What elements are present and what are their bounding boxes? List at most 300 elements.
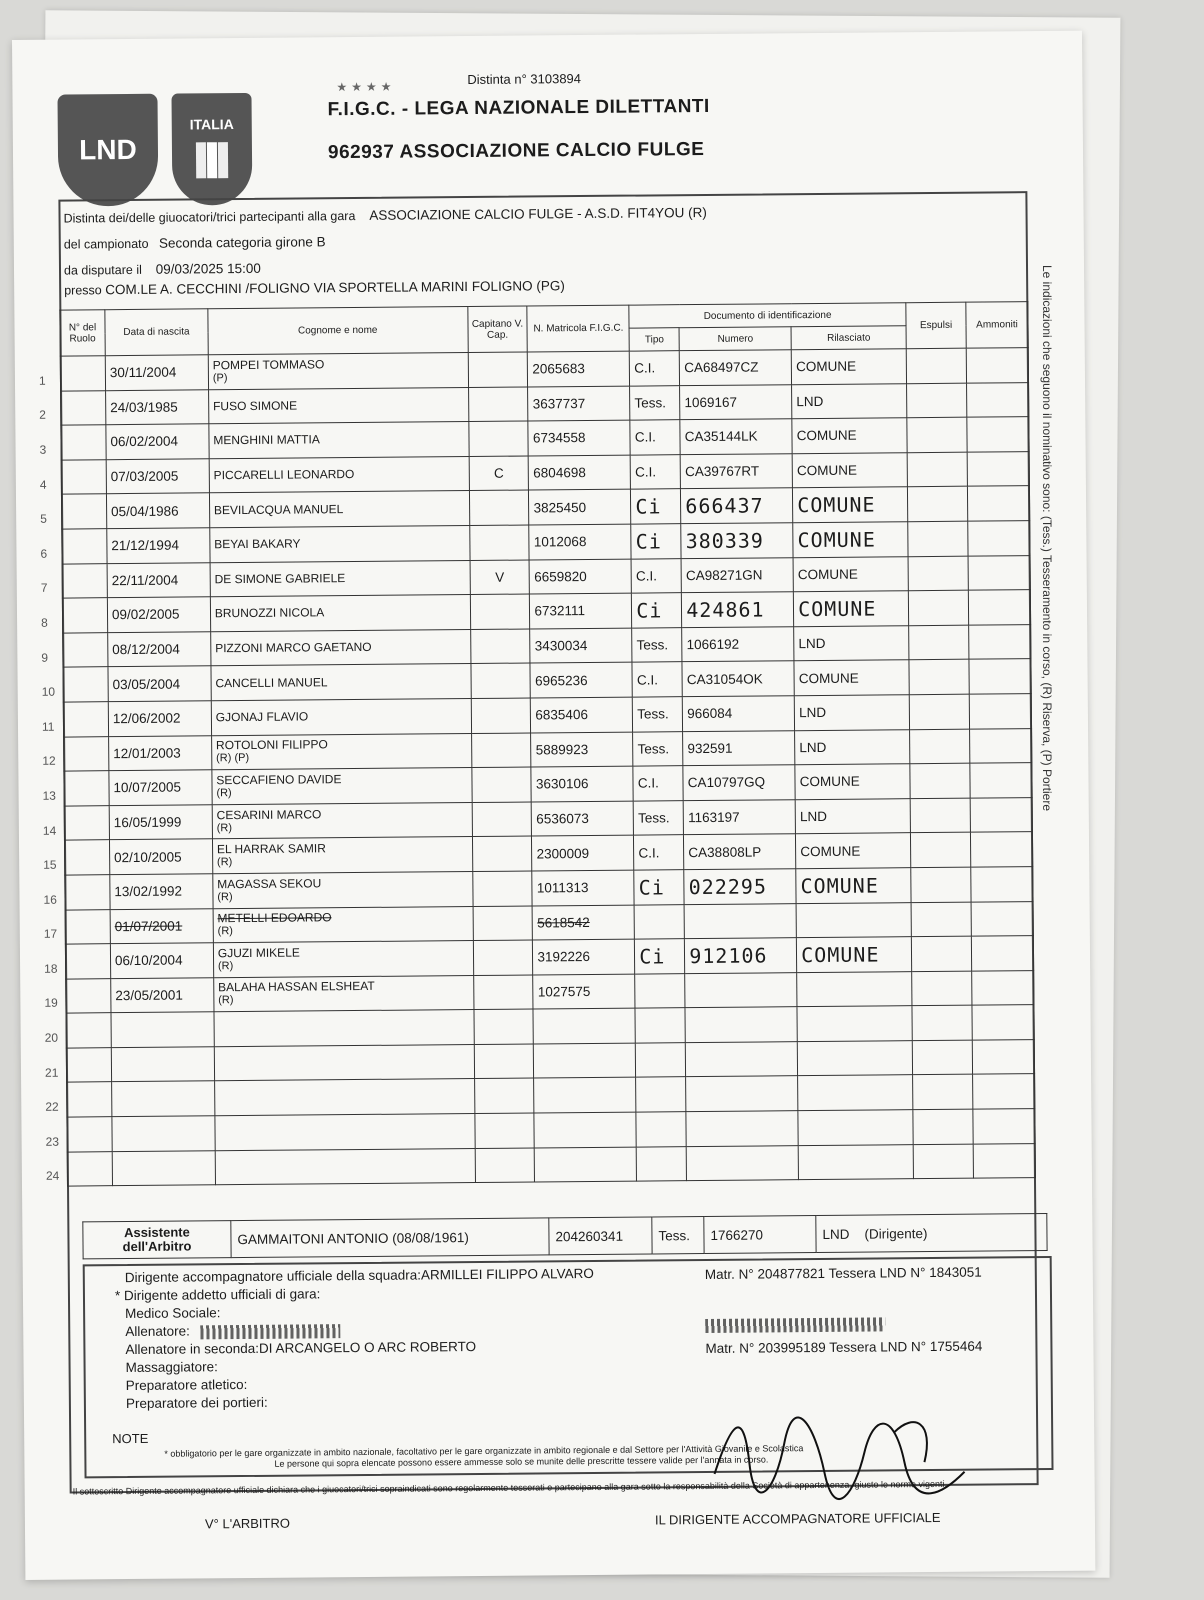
cell-rilasciato: COMUNE [792, 452, 907, 488]
cell-numero [686, 1076, 798, 1112]
cell-nascita: 01/07/2001 [110, 908, 213, 943]
dirigente-sign: IL DIRIGENTE ACCOMPAGNATORE UFFICIALE [654, 1509, 941, 1528]
row-number: 4 [39, 477, 47, 492]
row-number: 18 [44, 961, 58, 976]
match-info [63, 200, 707, 304]
cell-ruolo [45, 1082, 112, 1117]
cell-matricola [535, 1147, 637, 1182]
cell-nascita: 03/05/2004 [108, 666, 211, 701]
cell-rilasciato: LND [794, 625, 909, 661]
note-label: NOTE [112, 1430, 149, 1447]
cell-rilasciato: COMUNE [796, 868, 911, 904]
cell-tipo: Tess. [633, 697, 683, 732]
cell-numero: CA68497CZ [680, 350, 792, 386]
cell-nome [211, 698, 471, 735]
cell-numero: 932591 [683, 730, 795, 766]
cell-tipo: C.I. [631, 558, 681, 593]
cell-tipo: Tess. [633, 800, 683, 835]
assistant-numero: 1766270 [704, 1216, 816, 1254]
cell-tipo: C.I. [633, 766, 683, 801]
cell-espulsi [911, 832, 971, 867]
cell-matricola: 6659820 [530, 559, 632, 594]
cell-rilasciato: COMUNE [795, 764, 910, 800]
cell-matricola: 1027575 [533, 974, 635, 1009]
cell-nascita: 13/02/1992 [110, 874, 213, 909]
cell-capitano [474, 1078, 534, 1113]
cell-matricola: 3430034 [530, 628, 632, 663]
cell-nome [210, 525, 470, 562]
row-number: 2 [39, 408, 47, 423]
logos [57, 79, 396, 207]
fine-print-2: Le persone qui sopra elencate possono essere ammesse solo se munite delle prescritte tessere valide per l'annata in corso. [274, 1454, 769, 1469]
cell-matricola [534, 1078, 636, 1113]
cell-ammoniti [970, 832, 1032, 867]
player-name: CESARINI MARCO [216, 806, 322, 822]
assistant-label: Assistente dell'Arbitro [83, 1221, 231, 1259]
cell-tipo [635, 1008, 685, 1043]
header-espulsi: Espulsi [906, 302, 966, 349]
cell-tipo: C.I. [630, 420, 680, 455]
cell-capitano: C [469, 456, 529, 491]
cell-numero [685, 1007, 797, 1043]
cell-rilasciato [798, 1144, 913, 1180]
campionato-label: del campionato [63, 236, 149, 252]
player-name: MENGHINI MATTIA [213, 432, 320, 448]
data-label: da disputare il [63, 262, 142, 278]
player-name: GJONAJ FLAVIO [215, 709, 309, 725]
cell-tipo [636, 1043, 686, 1078]
cell-ruolo [39, 459, 106, 494]
cell-nascita: 23/05/2001 [111, 977, 214, 1012]
cell-nascita: 21/12/1994 [107, 528, 210, 563]
cell-nascita: 16/05/1999 [109, 805, 212, 840]
cell-nascita: 24/03/1985 [105, 389, 208, 424]
cell-tipo: Ci [632, 593, 682, 628]
cell-matricola [533, 1008, 635, 1043]
row-number: 10 [41, 684, 56, 699]
cell-numero: 380339 [681, 523, 793, 559]
cell-espulsi [912, 1005, 972, 1040]
header-nascita: Data di nascita [105, 309, 208, 356]
cell-matricola: 6804698 [529, 455, 631, 490]
cell-ruolo [42, 736, 109, 771]
cell-numero: 912106 [685, 938, 797, 974]
cell-espulsi [913, 1109, 973, 1144]
cell-nome [211, 733, 471, 770]
medico: Medico Sociale: [125, 1305, 221, 1322]
cell-nome [210, 560, 470, 597]
cell-nome [215, 1148, 475, 1185]
cell-capitano [475, 1148, 535, 1183]
cell-ruolo [44, 944, 110, 979]
cell-nascita: 06/10/2004 [110, 943, 213, 978]
cell-tipo: Ci [635, 939, 685, 974]
cell-ammoniti [972, 1039, 1034, 1074]
cell-matricola: 6835406 [531, 697, 633, 732]
cell-capitano [474, 1113, 534, 1148]
cell-numero: 1066192 [682, 626, 794, 662]
cell-ammoniti [970, 728, 1032, 763]
cell-ruolo [43, 840, 109, 875]
cell-rilasciato: COMUNE [792, 418, 907, 454]
cell-espulsi [912, 1040, 972, 1075]
gara-label: Distinta dei/delle giuocatori/trici partecipanti alla gara [63, 209, 356, 226]
player-name: PIZZONI MARCO GAETANO [215, 639, 372, 656]
cell-rilasciato: LND [795, 729, 910, 765]
player-name: FUSO SIMONE [212, 398, 298, 414]
cell-espulsi [909, 660, 969, 695]
row-number: 13 [42, 788, 57, 803]
cell-ruolo [45, 1151, 112, 1186]
cell-ruolo [41, 702, 108, 737]
cell-rilasciato [798, 1110, 913, 1146]
header-nome: Cognome e nome [208, 307, 468, 355]
cell-capitano [470, 629, 530, 664]
allenatore: Allenatore: [125, 1323, 190, 1340]
cell-nome [208, 353, 468, 390]
cell-ammoniti [973, 1074, 1035, 1109]
allenatore-seconda: Allenatore in seconda:DI ARCANGELO O ARC ROBERTO [125, 1339, 477, 1358]
gara-value: ASSOCIAZIONE CALCIO FULGE - A.S.D. FIT4YOU (R) [369, 204, 707, 223]
assistant-tipo: Tess. [652, 1217, 704, 1254]
seconda-matr: Matr. N° 203995189 Tessera LND N° 1755464 [705, 1338, 983, 1356]
cell-espulsi [907, 383, 967, 418]
cell-ammoniti [969, 624, 1031, 659]
cell-nome [209, 491, 469, 528]
player-name: BALAHA HASSAN ELSHEAT [218, 979, 375, 995]
cell-ammoniti [966, 348, 1028, 383]
cell-nascita: 12/06/2002 [108, 701, 211, 736]
cell-nascita: 02/10/2005 [109, 839, 212, 874]
cell-ruolo [40, 529, 107, 564]
cell-ammoniti [967, 451, 1029, 486]
cell-ammoniti [971, 901, 1033, 936]
arbitro-sign: V° L'ARBITRO [204, 1515, 291, 1532]
cell-ammoniti [968, 555, 1030, 590]
cell-ammoniti [967, 417, 1029, 452]
cell-espulsi [911, 936, 971, 971]
cell-espulsi [910, 798, 970, 833]
cell-numero: 424861 [682, 592, 794, 628]
cell-matricola: 6965236 [530, 662, 632, 697]
cell-matricola: 6536073 [532, 801, 634, 836]
cell-nome [214, 1044, 474, 1081]
cell-numero: CA38808LP [684, 834, 796, 870]
cell-matricola: 3825450 [529, 489, 631, 524]
player-name: EL HARRAK SAMIR [216, 841, 326, 857]
row-number: 1 [38, 373, 46, 388]
cell-matricola: 6734558 [528, 420, 630, 455]
cell-nascita: 30/11/2004 [105, 355, 208, 390]
cell-matricola [534, 1112, 636, 1147]
assistant-rilasciato: LND (Dirigente) [816, 1214, 1047, 1253]
cell-matricola: 3637737 [528, 386, 630, 421]
player-name [219, 1096, 470, 1098]
player-name [218, 1027, 469, 1029]
player-name: BRUNOZZI NICOLA [214, 605, 325, 621]
cell-espulsi [910, 763, 970, 798]
cell-espulsi [908, 590, 968, 625]
header-numero: Numero [679, 327, 791, 351]
cell-tipo: C.I. [630, 351, 680, 386]
cell-espulsi [910, 729, 970, 764]
cell-rilasciato [797, 971, 912, 1007]
redacted-scribble-2 [705, 1317, 885, 1333]
cell-rilasciato [797, 1006, 912, 1042]
row-number: 5 [40, 511, 47, 526]
massaggiatore: Massaggiatore: [125, 1359, 218, 1376]
cell-capitano [473, 940, 533, 975]
cell-matricola: 1011313 [532, 870, 634, 905]
cell-capitano [471, 733, 531, 768]
cell-nascita [112, 1116, 215, 1151]
cell-matricola [534, 1043, 636, 1078]
cell-ammoniti [969, 694, 1031, 729]
cell-nome [211, 629, 471, 666]
player-note [218, 1027, 469, 1029]
cell-ammoniti [970, 763, 1032, 798]
cell-matricola: 6732111 [530, 593, 632, 628]
row-number: 8 [41, 615, 48, 630]
cell-tipo: Tess. [632, 627, 682, 662]
cell-rilasciato: COMUNE [796, 833, 911, 869]
cell-espulsi [907, 487, 967, 522]
player-note: (R) [216, 856, 233, 869]
cell-ruolo [38, 356, 105, 391]
player-name: MAGASSA SEKOU [217, 876, 322, 891]
cell-numero: 022295 [684, 869, 796, 905]
cell-espulsi [908, 521, 968, 556]
row-number: 6 [40, 546, 48, 561]
org-title: F.I.G.C. - LEGA NAZIONALE DILETTANTI [327, 95, 710, 121]
cell-numero [686, 1042, 798, 1078]
cell-ruolo [43, 875, 110, 910]
player-note: (R) [216, 787, 232, 800]
row-number: 24 [45, 1169, 60, 1184]
cell-numero [686, 1145, 798, 1181]
cell-tipo: Ci [631, 489, 681, 524]
cell-ammoniti [968, 521, 1030, 556]
cell-nome [213, 871, 473, 908]
cell-numero: 1163197 [683, 799, 795, 835]
row-number: 17 [43, 926, 58, 942]
player-name [219, 1062, 470, 1064]
row-number: 11 [41, 719, 55, 734]
cell-numero [686, 1111, 798, 1147]
cell-numero: 966084 [683, 696, 795, 732]
lnd-logo: LND [57, 94, 158, 207]
cell-numero: 666437 [681, 488, 793, 524]
cell-capitano [473, 1009, 533, 1044]
cell-espulsi [906, 348, 966, 383]
cell-espulsi [909, 625, 969, 660]
presso-value: COM.LE A. CECCHINI /FOLIGNO VIA SPORTELLA MARINI FOLIGNO (PG) [105, 278, 565, 298]
distinta-number: Distinta n° 3103894 [467, 71, 582, 88]
cell-nome [213, 941, 473, 978]
cell-nome [212, 837, 472, 874]
cell-numero [685, 972, 797, 1008]
player-name: GJUZI MIKELE [217, 945, 300, 961]
cell-capitano [468, 352, 528, 387]
accompagnatore-matr: Matr. N° 204877821 Tessera LND N° 1843051 [704, 1264, 982, 1283]
cell-tipo: C.I. [634, 835, 684, 870]
cell-nascita: 08/12/2004 [108, 632, 211, 667]
cell-capitano [470, 663, 530, 698]
cell-capitano: V [470, 560, 530, 595]
cell-rilasciato [798, 1075, 913, 1111]
cell-nascita: 06/02/2004 [106, 424, 209, 459]
cell-capitano [472, 836, 532, 871]
fine-print-1: * obbligatorio per le gare organizzate in ambito nazionale, facoltativo per le gare organizzate in ambito regionale e dal Settore per l'Attività Giovanile e Scolastica [164, 1443, 804, 1459]
cell-capitano [468, 421, 528, 456]
cell-nome [213, 906, 473, 943]
cell-rilasciato: LND [795, 798, 910, 834]
cell-espulsi [907, 417, 967, 452]
cell-espulsi [907, 452, 967, 487]
header-documento: Documento di identificazione [629, 303, 906, 328]
accompagnatore: Dirigente accompagnatore ufficiale della squadra:ARMILLEI FILIPPO ALVARO [124, 1265, 594, 1286]
cell-tipo [634, 904, 684, 939]
player-note: (R) [217, 925, 233, 938]
player-note [219, 1131, 470, 1133]
cell-nascita [111, 1047, 214, 1082]
player-rows [38, 348, 1035, 1187]
cell-ammoniti [970, 797, 1032, 832]
player-name: METELLI EDOARDO [217, 910, 332, 926]
header-capitano: Capitano V. Cap. [467, 306, 527, 353]
cell-rilasciato: COMUNE [797, 937, 912, 973]
row-number: 7 [40, 581, 48, 596]
addetto: * Dirigente addetto ufficiali di gara: [114, 1286, 321, 1304]
cell-capitano [473, 905, 533, 940]
row-number: 20 [44, 1030, 59, 1045]
header-ammoniti: Ammoniti [966, 302, 1028, 349]
player-note [219, 1096, 470, 1098]
cell-nascita: 10/07/2005 [109, 770, 212, 805]
cell-espulsi [911, 867, 971, 902]
cell-tipo: Tess. [633, 731, 683, 766]
cell-ammoniti [971, 867, 1033, 902]
redacted-scribble [200, 1324, 340, 1339]
cell-matricola: 5889923 [531, 732, 633, 767]
cell-ruolo [42, 805, 109, 840]
cell-espulsi [912, 971, 972, 1006]
player-note [219, 1062, 470, 1064]
cell-nascita [111, 1012, 214, 1047]
cell-tipo: C.I. [632, 662, 682, 697]
cell-nome [210, 595, 470, 632]
player-note: (R) [216, 821, 233, 834]
cell-ammoniti [973, 1109, 1035, 1144]
cell-nome [212, 802, 472, 839]
cell-rilasciato: COMUNE [793, 522, 908, 558]
cell-ammoniti [969, 659, 1031, 694]
cell-ruolo [42, 771, 109, 806]
player-name: ROTOLONI FILIPPO [215, 737, 328, 753]
cell-numero: CA35144LK [680, 419, 792, 455]
cell-tipo: Tess. [630, 385, 680, 420]
cell-espulsi [913, 1144, 973, 1179]
player-note: (R) (P) [216, 752, 250, 765]
cell-rilasciato: COMUNE [794, 591, 909, 627]
row-number: 21 [44, 1065, 59, 1080]
cell-ammoniti [968, 590, 1030, 625]
cell-rilasciato [796, 902, 911, 938]
cell-ruolo [41, 667, 108, 702]
stars-icon: ★★★★ [336, 79, 396, 95]
cell-nome [212, 768, 472, 805]
cell-ammoniti [971, 936, 1033, 971]
cell-matricola: 2065683 [528, 351, 630, 386]
cell-tipo [636, 1112, 686, 1147]
cell-ruolo [44, 978, 111, 1013]
cell-ruolo [40, 563, 107, 598]
cell-nascita [112, 1081, 215, 1116]
header-matricola: N. Matricola F.I.G.C. [527, 305, 629, 352]
cell-ammoniti [972, 1005, 1034, 1040]
cell-matricola: 3192226 [533, 939, 635, 974]
cell-matricola: 3630106 [531, 766, 633, 801]
player-name: DE SIMONE GABRIELE [214, 570, 346, 587]
cell-rilasciato: COMUNE [794, 660, 909, 696]
cell-ruolo [39, 425, 106, 460]
cell-ruolo [41, 632, 108, 667]
cell-ruolo [43, 909, 110, 944]
cell-nascita: 09/02/2005 [107, 597, 210, 632]
cell-numero [684, 903, 796, 939]
player-name: PICCARELLI LEONARDO [213, 467, 355, 483]
cell-espulsi [911, 902, 971, 937]
player-note [220, 1165, 471, 1167]
assistant-name: GAMMAITONI ANTONIO (08/08/1961) [231, 1218, 549, 1258]
cell-ruolo [39, 390, 106, 425]
cell-nome [214, 1010, 474, 1047]
players-table [38, 301, 1036, 1187]
row-number: 14 [42, 823, 57, 838]
row-number: 3 [39, 442, 47, 457]
cell-tipo [636, 1146, 686, 1181]
row-number: 23 [45, 1134, 60, 1149]
assistant-matricola: 204260341 [549, 1217, 652, 1255]
cell-matricola: 2300009 [532, 835, 634, 870]
cell-ruolo [45, 1117, 112, 1152]
cell-nome [214, 1079, 474, 1116]
player-note: (R) [217, 959, 234, 973]
cell-capitano [469, 525, 529, 560]
row-number: 22 [45, 1099, 59, 1115]
cell-tipo: C.I. [630, 454, 680, 489]
cell-tipo [635, 973, 685, 1008]
player-name: BEVILACQUA MANUEL [213, 501, 344, 517]
player-name: BEYAI BAKARY [214, 536, 301, 552]
footnote: Il sottoscritto Dirigente accompagnatore ufficiale dichiara che i giuocatori/trici sopraindicati sono regolarmente tesserati e partecipano alla gara sotto la responsabilità della Società di appartenenza, giusto le norme vigenti. [72, 1478, 948, 1497]
cell-ruolo [44, 1013, 111, 1048]
cell-capitano [471, 767, 531, 802]
cell-numero: 1069167 [680, 384, 792, 420]
cell-matricola: 5618542 [533, 905, 635, 940]
cell-ruolo [41, 598, 107, 633]
side-note: Le indicazioni che seguono il nominativo sono: (Tess.) Tesseramento in corso, (R) Riserva, (P) Portiere [1040, 265, 1054, 812]
cell-capitano [472, 871, 532, 906]
row-number: 15 [43, 857, 57, 872]
player-note: (R) [217, 890, 233, 903]
cell-espulsi [909, 694, 969, 729]
header-rilasciato: Rilasciato [791, 326, 906, 350]
cell-ammoniti [967, 486, 1029, 521]
cell-ruolo [40, 494, 106, 529]
header-tipo: Tipo [629, 328, 679, 351]
cell-nome [209, 456, 469, 493]
